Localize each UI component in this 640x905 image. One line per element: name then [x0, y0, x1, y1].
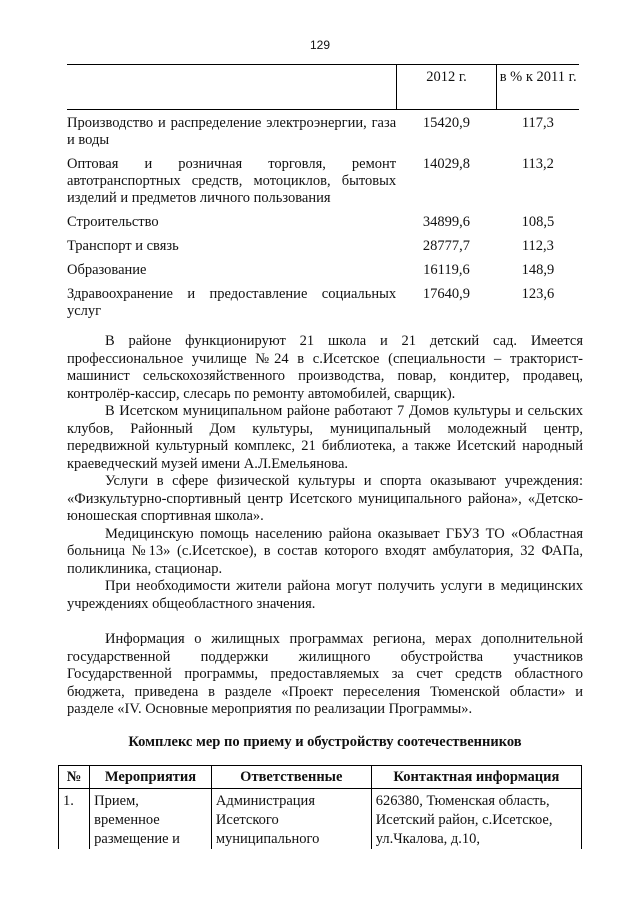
row-value: 15420,9 — [422, 115, 471, 131]
row-value: 16119,6 — [423, 262, 470, 278]
row-pct: 108,5 — [521, 214, 555, 230]
col-year-header: 2012 г. — [396, 65, 497, 110]
row-number: 1. — [59, 789, 90, 850]
row-label: Строительство — [67, 214, 159, 230]
measures-table-header — [59, 766, 582, 789]
col-responsible-header: Ответственные — [211, 766, 371, 789]
row-pct: 123,6 — [521, 286, 555, 302]
row-measure: Прием, временное размещение и — [90, 789, 212, 850]
paragraph-sport: Услуги в сфере физической культуры и спорта оказывают учреждения: «Физкультурно-спортивный центр Исетского муниципального района», «Детско-юношеская спортивная школа». — [67, 473, 583, 524]
table-row — [67, 286, 579, 327]
row-pct: 117,3 — [521, 115, 554, 131]
row-label: Оптовая и розничная торговля, ремонт автотранспортных средств, мотоциклов, бытовых изделий и предметов личного пользования — [67, 156, 397, 206]
col-pct-header: в % к 2011 г. — [497, 65, 579, 110]
row-value: 17640,9 — [422, 286, 471, 302]
col-measures-header: Мероприятия — [90, 766, 212, 789]
table-row — [67, 156, 579, 214]
col-contact-header: Контактная информация — [371, 766, 581, 789]
table-row — [67, 110, 579, 157]
table-row — [67, 214, 579, 238]
row-responsible: Администрация Исетского муниципального — [211, 789, 371, 850]
section-title: Комплекс мер по приему и обустройству соотечественников — [128, 734, 522, 750]
paragraph-housing: Информация о жилищных программах региона, мерах дополнительной государственной поддержки жилищного обустройства участников Государственной программы, предоставляемых за счет средств областного бюджета, приведена в разделе «Проект переселения Тюменской области» и разделе «IV. Основные мероприятия по реализации Программы». — [67, 631, 583, 717]
table-row — [59, 789, 582, 850]
row-value: 28777,7 — [422, 238, 471, 254]
paragraph-medicine: Медицинскую помощь населению района оказывает ГБУЗ ТО «Областная больница №13» (с.Исетское), в состав которого входят амбулатория, 32 ФАПа, поликлиника, стационар. — [67, 525, 583, 577]
paragraph-schools: В районе функционируют 21 школа и 21 детский сад. Имеется профессиональное училище №24 в с.Исетское (специальности – тракторист-машинист сельскохозяйственного производства, повар, кондитер, продавец, контролёр-кассир, слесарь по ремонту автомобилей, сварщик). — [67, 333, 583, 402]
table-row — [67, 238, 579, 262]
row-label: Производство и распределение электроэнергии, газа и воды — [67, 115, 397, 148]
paragraph-regional-medicine: При необходимости жители района могут получить услуги в медицинских учреждениях общеобластного значения. — [67, 578, 583, 612]
row-pct: 112,3 — [521, 238, 554, 254]
paragraph-culture: В Исетском муниципальном районе работают 7 Домов культуры и сельских клубов, Районный Дом культуры, муниципальный молодежный центр, передвижной культурный комплекс, 21 библиотека, а также Исетский народный краеведческий музей имени А.Л.Емельянова. — [67, 403, 583, 472]
row-label: Здравоохранение и предоставление социальных услуг — [67, 286, 397, 319]
row-contact: 626380, Тюменская область, Исетский район, с.Исетское, ул.Чкалова, д.10, — [371, 789, 581, 850]
row-pct: 148,9 — [521, 262, 555, 278]
body-text — [67, 333, 583, 719]
row-value: 14029,8 — [422, 156, 471, 172]
col-number-header: № — [59, 766, 90, 789]
row-label: Транспорт и связь — [67, 238, 179, 254]
page-number: 129 — [309, 38, 331, 52]
stats-table — [67, 64, 579, 327]
measures-table — [58, 765, 582, 849]
table-row — [67, 262, 579, 286]
row-value: 34899,6 — [422, 214, 471, 230]
stats-table-header — [67, 65, 579, 110]
row-pct: 113,2 — [521, 156, 554, 172]
row-label: Образование — [67, 262, 147, 278]
